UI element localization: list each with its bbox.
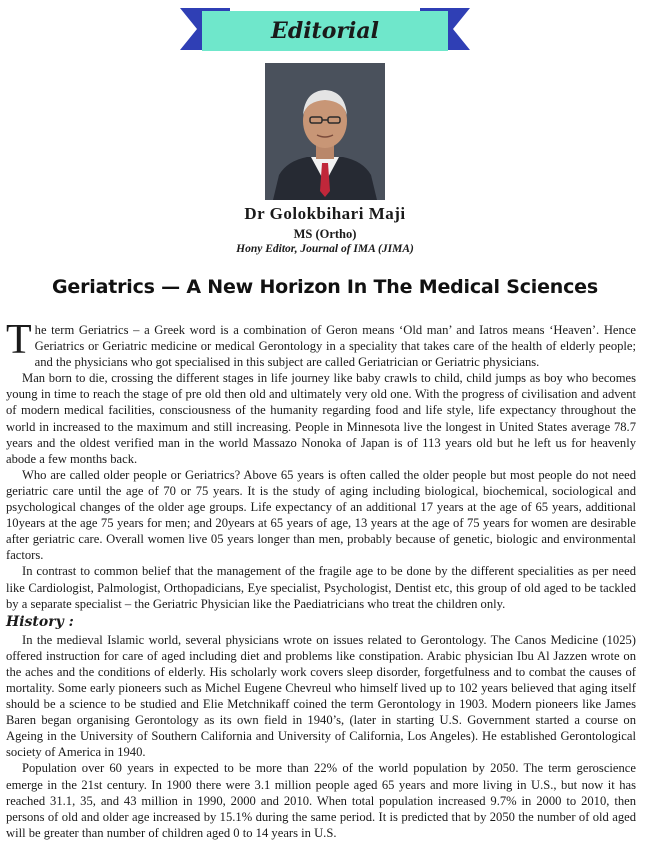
history-paragraph: In the medieval Islamic world, several physicians wrote on issues related to Gerontology. The Canos Medicine (1025) offered instruction for care of aged including diet and problems like constipation. Arabic physician Ibu Al Jazzen wrote on the aches and the conditions of elderly. His scholarly work covers sleep disorder, forgetfulness and to combat the causes of mortality. Some early pioneers such as Michel Eugene Chevreul who himself lived up to 102 years believed that aging itself should be a science to be studied and Elie Metchnikaff coined the term Gerontology in 1903. Modern pioneers like James Baren began organising Gerontology as its own field in 1940’s, (later in starting U.S. Government started a course on Ageing in the University of Southern California and University of California, Los Angeles). He established Gerontological society of America in 1940. [6,632,636,760]
intro-paragraph [6,317,636,370]
article-title: Geriatrics — A New Horizon In The Medical Sciences [52,276,598,298]
history-heading: History : [6,613,74,630]
author-info [0,204,650,255]
author-role: Hony Editor, Journal of IMA (JIMA) [236,243,414,255]
history-paragraph: Population over 60 years in expected to be more than 22% of the world population by 2050. The term geroscience emerge in the 21st century. In 1900 there were 3.1 million people aged 65 years and more living in U.S., but now it has reached 31.1, 35, and 43 million in 1990, 2000 and 2010. When total population increased 9.7% in 2000 to 2010, then persons of old and older age increased by 15.1% during the same period. It is predicted that by 2050 the number of old aged will be greater than number of children aged 0 to 14 years in U.S. [6,761,636,840]
editorial-banner [180,8,470,52]
banner-box [202,11,448,51]
author-photo [265,63,385,200]
author-degree: MS (Ortho) [293,227,357,241]
author-portrait-image [265,63,385,200]
intro-text: he term Geriatrics – a Greek word is a combination of Geron means ‘Old man’ and Iatros means ‘Heaven’. Hence Geriatrics or Geriatric medicine or medical Gerontology in a speciality that takes care of the health of elderly people; and the physicians who got specialised in this subject are called Geriatrician or Geriatric physicians. [34,323,636,370]
paragraph: In contrast to common belief that the management of the fragile age to be done by the different specialities as per need like Cardiologist, Palmologist, Orthopadicians, Eye specialist, Psychologist, Dentist etc, this group of old aged to be tackled by a separate specialist – the Geriatric Physician like the Paediatricians who treat the children only. [6,564,636,611]
author-name: Dr Golokbihari Maji [244,204,406,223]
section-title: Editorial [271,18,379,44]
paragraph: Who are called older people or Geriatrics? Above 65 years is often called the older people but most people do not need geriatric care until the age of 70 or 75 years. It is the study of aging including biological, biochemical, sociological and psychological changes of the older age groups. Life expectancy of an additional 17 years at the age of 65 years, additional 10years at the age 75 years for men; and 20years at 65 years of age, 13 years at the age of 75 years for women are desirable after geriatric care. Overall women live 05 years longer than men, probably because of genetic, biologic and environmental factors. [6,467,636,563]
article-body [6,317,636,841]
drop-cap: T [6,317,32,363]
paragraph: Man born to die, crossing the different stages in life journey like baby crawls to child, child jumps as boy who becomes young in time to reach the stage of pre old then old and ultimately very old one. With the progress of civilisation and advent of modern medical facilities, consciousness of the humanity regarding food and life style, life expectancy throughout the world in increased to the maximum and still increasing. People in Minnesota live the longest in United States average 78.7 years and the oldest verified man in the world Massazo Nonoka of Japan is of 113 years old but he left us for heavenly abode a few months back. [6,371,636,466]
